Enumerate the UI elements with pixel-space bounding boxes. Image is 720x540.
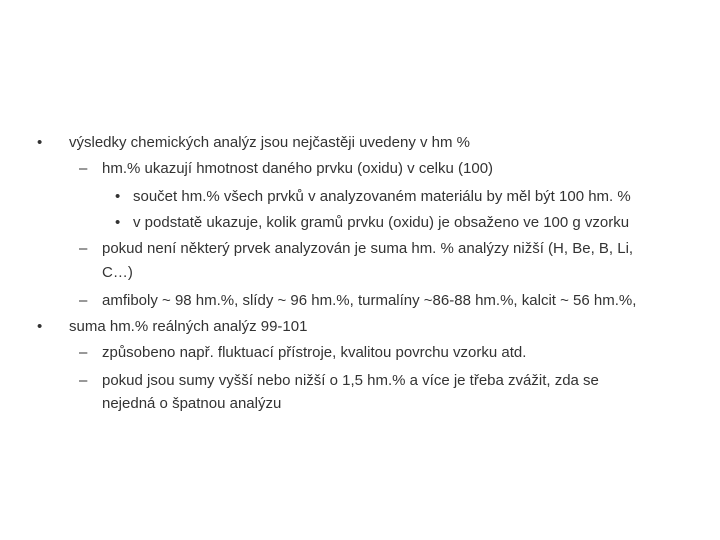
bullet-marker: • — [37, 318, 43, 335]
dash-marker: – — [79, 240, 88, 257]
subitem-unanalyzed-element-line1: pokud není některý prvek analyzován je suma hm. % analýzy nižší (H, Be, B, Li, — [102, 240, 634, 257]
subitem-unanalyzed-element-line2: C…) — [102, 264, 133, 281]
dash-marker: – — [79, 292, 88, 309]
bullet-item-real-analysis-sum: suma hm.% reálných analýz 99-101 — [69, 318, 308, 335]
dash-marker: – — [79, 160, 88, 177]
subsubitem-sum-100: součet hm.% všech prvků v analyzovaném materiálu by měl být 100 hm. % — [133, 188, 631, 205]
dash-marker: – — [79, 372, 88, 389]
bullet-item-results-in-wt-percent: výsledky chemických analýz jsou nejčastěji uvedeny v hm % — [69, 134, 471, 151]
bullet-marker: • — [115, 214, 121, 231]
subitem-caused-by-fluctuation: způsobeno např. fluktuací přístroje, kvalitou povrchu vzorku atd. — [102, 344, 527, 361]
subitem-deviation-check-line2: nejedná o špatnou analýzu — [102, 395, 282, 412]
bullet-marker: • — [37, 134, 43, 151]
subitem-deviation-check-line1: pokud jsou sumy vyšší nebo nižší o 1,5 hm.% a více je třeba zvážit, zda se — [102, 372, 599, 389]
bullet-marker: • — [115, 188, 121, 205]
subitem-wt-percent-meaning: hm.% ukazují hmotnost daného prvku (oxidu) v celku (100) — [102, 160, 494, 177]
subsubitem-grams-per-100g: v podstatě ukazuje, kolik gramů prvku (oxidu) je obsaženo ve 100 g vzorku — [133, 214, 630, 231]
dash-marker: – — [79, 344, 88, 361]
subitem-mineral-sums: amfiboly ~ 98 hm.%, slídy ~ 96 hm.%, turmalíny ~86-88 hm.%, kalcit ~ 56 hm.%, — [102, 292, 637, 309]
